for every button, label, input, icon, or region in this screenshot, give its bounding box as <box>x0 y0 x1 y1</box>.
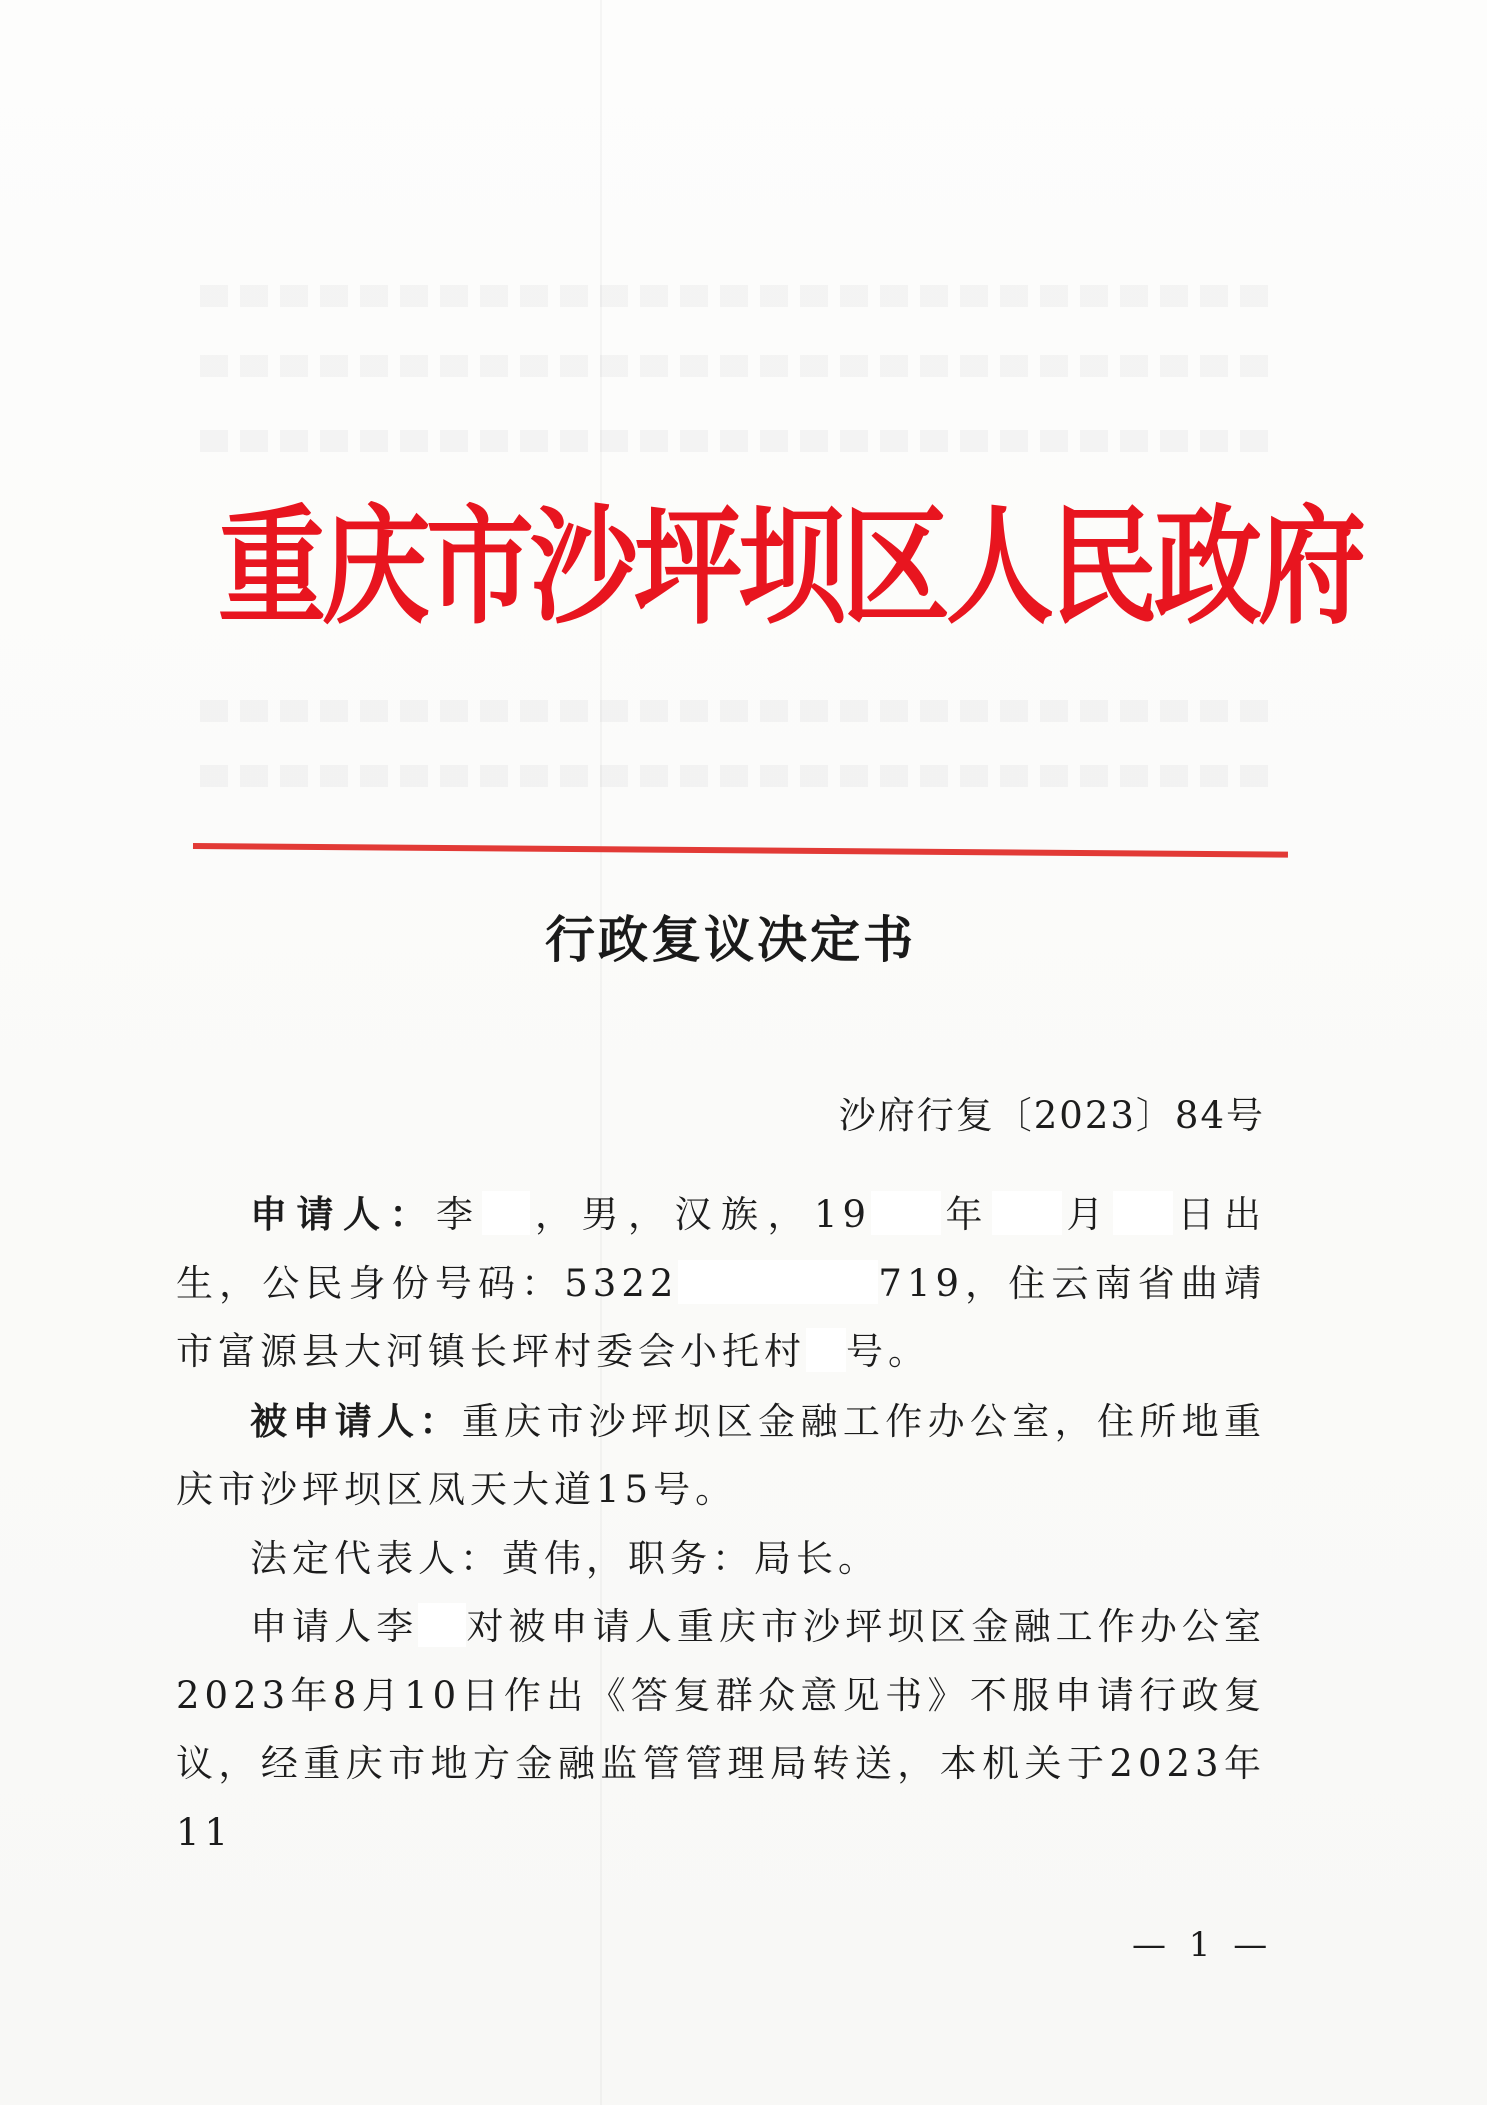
applicant-month: 月 <box>1062 1193 1114 1236</box>
applicant-birth-id: 日出生，公民身份号码：5322 <box>176 1193 1267 1305</box>
applicant-paragraph <box>176 1180 1266 1387</box>
respondent-paragraph <box>176 1387 1266 1525</box>
issuer-header: 重庆市沙坪坝区人民政府 <box>218 494 1363 642</box>
bleed-through-line <box>200 430 1280 452</box>
applicant-sex-ethnic: ，男，汉族，19 <box>530 1193 872 1236</box>
red-separator-rule <box>193 843 1288 858</box>
legal-rep-paragraph: 法定代表人：黄伟，职务：局长。 <box>250 1536 880 1580</box>
intro-text: 对被申请人重庆市沙坪坝区金融工作办公室2023年8月10日作出《答复群众意见书》不服申请行政复议，经重庆市地方金融监管管理局转送，本机关于2023年11 <box>176 1605 1267 1854</box>
bleed-through-line <box>200 285 1280 307</box>
page-number: — 1 — <box>1132 1925 1274 1965</box>
redaction-block <box>678 1260 878 1304</box>
bleed-through-line <box>200 355 1280 377</box>
redaction-block <box>418 1603 466 1647</box>
intro-paragraph <box>176 1593 1266 1867</box>
respondent-text: 重庆市沙坪坝区金融工作办公室，住所地重庆市沙坪坝区凤天大道15号。 <box>176 1399 1267 1511</box>
document-title: 行政复议决定书 <box>545 910 916 969</box>
respondent-label: 被申请人： <box>250 1398 462 1443</box>
bleed-through-line <box>200 765 1280 787</box>
redaction-block <box>482 1191 530 1235</box>
applicant-address: 719，住云南省曲靖市富源县大河镇长坪村委会小托村 <box>176 1261 1266 1373</box>
redaction-block <box>992 1191 1062 1235</box>
redaction-block <box>871 1191 941 1235</box>
document-number: 沙府行复〔2023〕84号 <box>838 1094 1265 1137</box>
bleed-through-line <box>200 700 1280 722</box>
intro-prefix: 申请人李 <box>250 1605 419 1648</box>
applicant-year: 年 <box>941 1193 993 1236</box>
document-body <box>176 1180 1266 1867</box>
redaction-block <box>806 1328 846 1372</box>
applicant-label: 申请人： <box>250 1192 436 1236</box>
applicant-house: 号。 <box>846 1330 930 1373</box>
redaction-block <box>1113 1191 1173 1235</box>
applicant-name: 李 <box>435 1193 483 1236</box>
